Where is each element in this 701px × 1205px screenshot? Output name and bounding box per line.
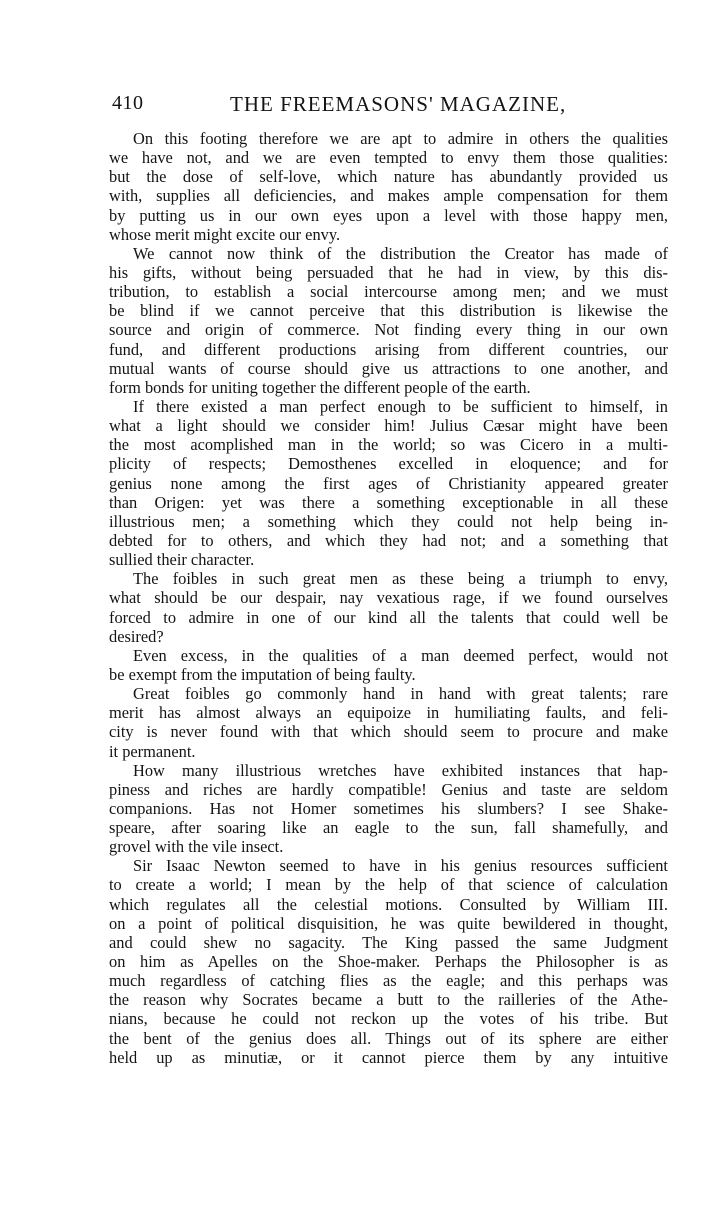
text-line: If there existed a man perfect enough to be sufficient to himself, in [133,396,668,416]
running-title: THE FREEMASONS' MAGAZINE, [230,92,567,116]
text-line: Sir Isaac Newton seemed to have in his genius resources sufficient [133,856,668,876]
text-line: On this footing therefore we are apt to admire in others the qualities [133,129,668,148]
text-line: which regulates all the celestial motions. Consulted by William III. [109,894,668,914]
text-line: The foibles in such great men as these being a triumph to envy, [133,569,668,589]
text-line: to create a world; I mean by the help of that science of calculation [109,875,668,895]
text-line: what should be our despair, nay vexatious rage, if we found ourselves [109,588,668,608]
text-line: it permanent. [109,741,196,761]
text-line: on a point of political disquisition, he was quite bewildered in thought, [109,913,668,933]
text-line: we have not, and we are even tempted to envy them those qualities: [109,148,668,168]
text-line: with, supplies all deficiencies, and makes ample compensation for them [109,186,668,206]
text-line: speare, after soaring like an eagle to the sun, fall shamefully, and [109,818,668,838]
text-line: much regardless of catching flies as the eagle; and this perhaps was [109,971,668,991]
page-header [112,86,672,118]
text-line: be blind if we cannot perceive that this distribution is likewise the [109,301,668,321]
text-line: We cannot now think of the distribution the Creator has made of [133,243,668,263]
text-line: the reason why Socrates became a butt to the railleries of the Athe- [109,990,668,1010]
text-line: tribution, to establish a social intercourse among men; and we must [109,282,668,302]
page-number: 410 [112,92,144,114]
text-line: grovel with the vile insect. [109,837,284,857]
text-line: be exempt from the imputation of being faulty. [109,664,416,684]
text-line: desired? [109,626,164,646]
text-line: illustrious men; a something which they could not help being in- [109,511,668,531]
text-line: fund, and different productions arising from different countries, our [109,339,668,359]
text-line: merit has almost always an equipoize in humiliating faults, and feli- [109,703,668,723]
text-line: by putting us in our own eyes upon a level with those happy men, [109,205,668,225]
text-line: his gifts, without being persuaded that he had in view, by this dis- [109,262,668,282]
text-line: debted for to others, and which they had not; and a something that [109,530,668,550]
text-line: but the dose of self-love, which nature has abundantly provided us [109,167,668,187]
text-line: form bonds for uniting together the different people of the earth. [109,377,531,397]
text-line: the most acomplished man in the world; so was Cicero in a multi- [109,435,668,455]
text-line: and could shew no sagacity. The King passed the same Judgment [109,932,668,952]
text-line: forced to admire in one of our kind all the talents that could well be [109,607,668,627]
text-line: held up as minutiæ, or it cannot pierce them by any intuitive [109,1047,668,1067]
text-line: genius none among the first ages of Christianity appeared greater [109,473,668,493]
text-line: plicity of respects; Demosthenes excelled in eloquence; and for [109,454,668,474]
text-line: Even excess, in the qualities of a man deemed perfect, would not [133,645,668,665]
text-line: companions. Has not Homer sometimes his slumbers? I see Shake- [109,798,668,818]
text-line: How many illustrious wretches have exhibited instances that hap- [133,760,668,780]
article-text [109,129,668,1067]
text-line: mutual wants of course should give us attractions to one another, and [109,358,668,378]
text-line: what a light should we consider him! Julius Cæsar might have been [109,416,668,436]
text-line: sullied their character. [109,550,255,570]
text-line: than Origen: yet was there a something exceptionable in all these [109,492,668,512]
text-line: Great foibles go commonly hand in hand with great talents; rare [133,684,668,704]
text-line: whose merit might excite our envy. [109,224,341,244]
text-line: nians, because he could not reckon up the votes of his tribe. But [109,1009,668,1029]
text-line: city is never found with that which should seem to procure and make [109,722,668,742]
text-line: piness and riches are hardly compatible! Genius and taste are seldom [109,779,668,799]
text-line: source and origin of commerce. Not finding every thing in our own [109,320,668,340]
text-line: the bent of the genius does all. Things out of its sphere are either [109,1028,668,1048]
text-line: on him as Apelles on the Shoe-maker. Perhaps the Philosopher is as [109,952,668,972]
